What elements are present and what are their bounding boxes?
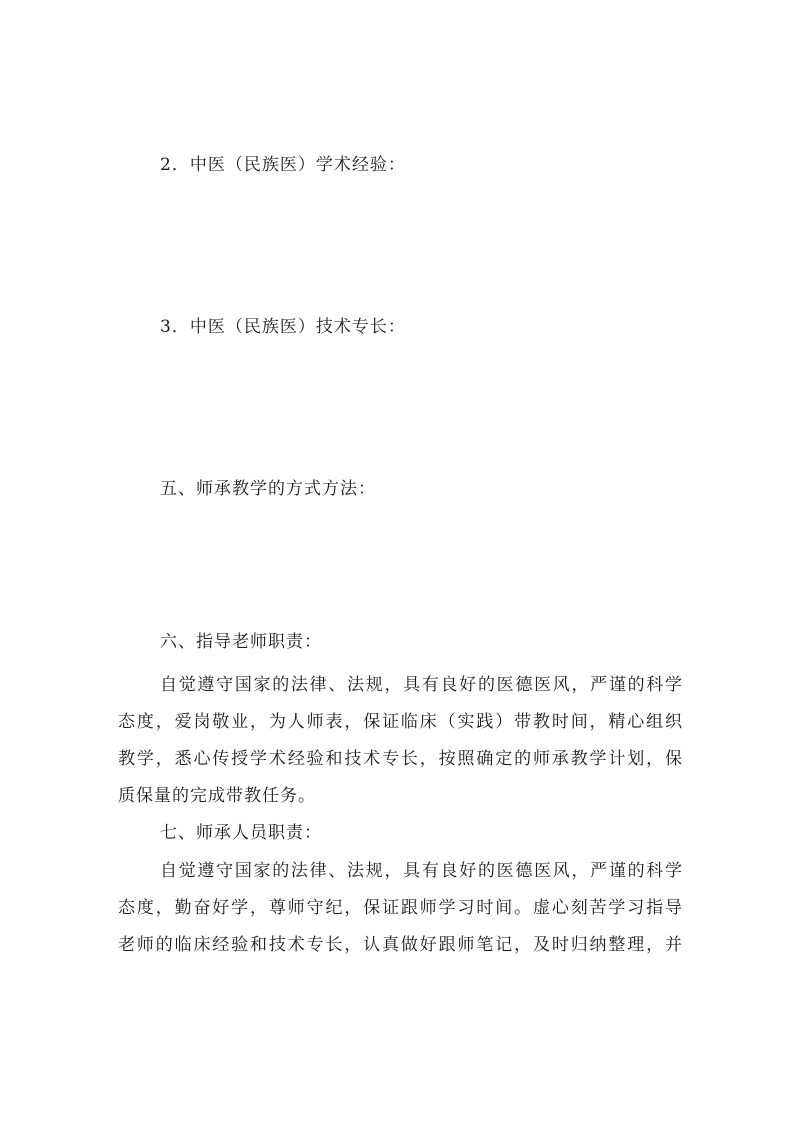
heading-technical-expertise: 3．中医（民族医）技术专长： [160,317,406,337]
heading-teacher-duties: 六、指导老师职责： [160,632,322,652]
heading-academic-experience: 2．中医（民族医）学术经验： [160,155,406,175]
paragraph-line: 自觉遵守国家的法律、法规，具有良好的医德医风，严谨的科学 [160,861,683,881]
paragraph-line: 教学，悉心传授学术经验和技术专长，按照确定的师承教学计划，保 [118,749,683,769]
paragraph-line: 态度，勤奋好学，尊师守纪，保证跟师学习时间。虚心刻苦学习指导 [118,898,683,918]
heading-student-duties: 七、师承人员职责： [160,823,322,843]
paragraph-line: 质保量的完成带教任务。 [118,786,316,806]
paragraph-line: 老师的临床经验和技术专长，认真做好跟师笔记，及时归纳整理，并 [118,935,683,955]
paragraph-line: 态度，爱岗敬业，为人师表，保证临床（实践）带教时间，精心组织 [118,712,683,732]
paragraph-line: 自觉遵守国家的法律、法规，具有良好的医德医风，严谨的科学 [160,675,683,695]
heading-teaching-methods: 五、师承教学的方式方法： [160,479,376,499]
